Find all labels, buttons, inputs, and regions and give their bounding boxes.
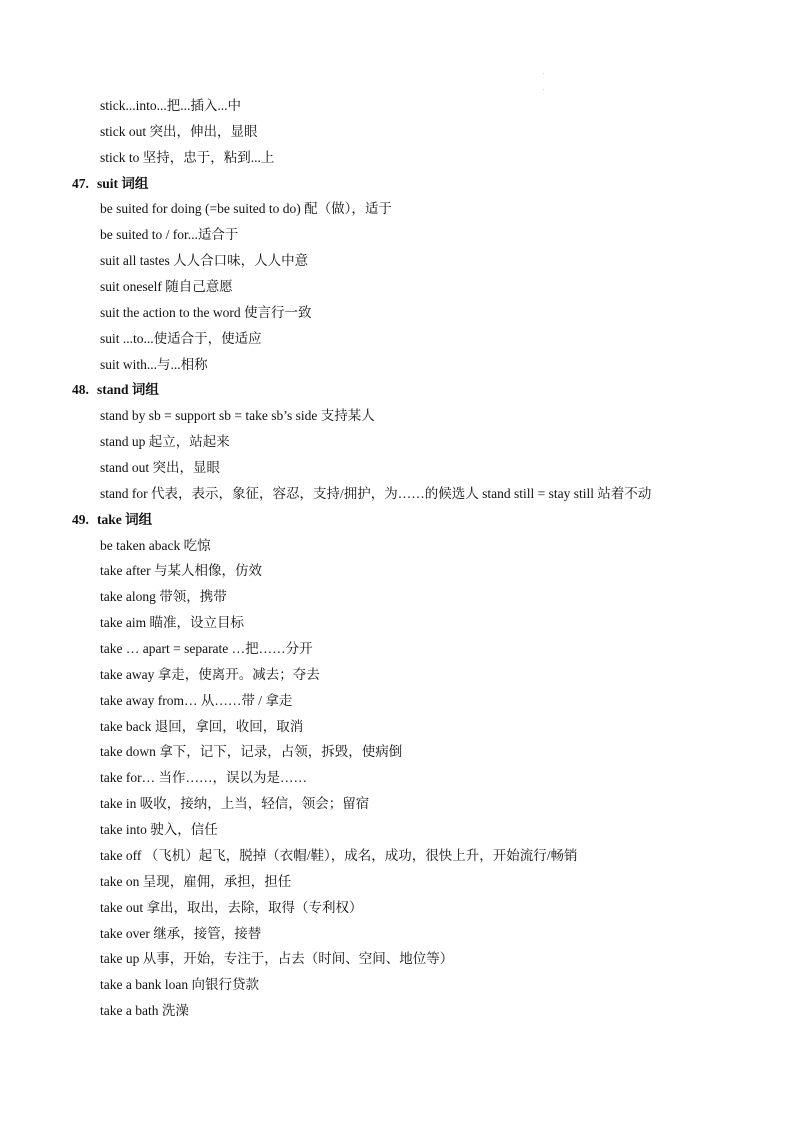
phrase-entry: take out 拿出，取出，去除，取得（专利权） (100, 899, 363, 915)
document-body (0, 93, 800, 1024)
section-title: take 词组 (97, 511, 153, 527)
phrase-entry: be taken aback 吃惊 (100, 537, 211, 553)
section-heading-stand (0, 377, 800, 403)
phrase-entry: take away from… 从……带 / 拿走 (100, 692, 293, 708)
phrase-entry: stick out 突出，伸出，显眼 (100, 123, 258, 139)
section-title: suit 词组 (97, 175, 149, 191)
phrase-entry: suit the action to the word 使言行一致 (100, 304, 312, 320)
phrase-entry: stick to 坚持，忠于，粘到...上 (100, 149, 275, 165)
phrase-entry: take in 吸收，接纳，上当，轻信，领会；留宿 (100, 796, 370, 812)
phrase-entry: stand by sb = support sb = take sb’s side 支持某人 (100, 408, 375, 424)
phrase-entry: take a bank loan 向银行贷款 (100, 977, 259, 993)
phrase-entry: take off （飞机）起飞，脱掉（衣帽/鞋），成名，成功，很快上升，开始流行/畅销 (100, 847, 578, 863)
corner-mark: . (543, 86, 545, 92)
phrase-entry: suit with...与...相称 (100, 356, 208, 372)
phrase-entry: take up 从事，开始，专注于，占去（时间、空间、地位等） (100, 951, 454, 967)
phrase-entry: take back 退回，拿回，收回，取消 (100, 718, 304, 734)
phrase-entry: take down 拿下，记下，记录，占领，拆毁，使病倒 (100, 744, 403, 760)
phrase-entry: stand up 起立，站起来 (100, 434, 230, 450)
phrase-entry: suit ...to...使适合于，使适应 (100, 330, 262, 346)
phrase-entry: take on 呈现，雇佣，承担，担任 (100, 873, 292, 889)
phrase-entry: stick...into...把...插入...中 (100, 98, 241, 113)
phrase-entry: stand out 突出，显眼 (100, 460, 220, 476)
section-number: 48. (72, 382, 89, 398)
phrase-entry: be suited to / for...适合于 (100, 227, 239, 243)
phrase-entry: stand for 代表，表示，象征，容忍，支持/拥护，为……的候选人 stand still = stay still 站着不动 (100, 485, 652, 501)
section-title: stand 词组 (97, 382, 159, 398)
section-number: 49. (72, 511, 89, 527)
phrase-entry: suit all tastes 人人合口味，人人中意 (100, 253, 309, 269)
phrase-entry: take a bath 洗澡 (100, 1003, 189, 1019)
phrase-entry: suit oneself 随自己意愿 (100, 279, 233, 295)
phrase-entry: take over 继承，接管，接替 (100, 925, 262, 941)
phrase-entry: take along 带领，携带 (100, 589, 227, 605)
section-heading-suit (0, 171, 800, 197)
phrase-entry: take away 拿走，使离开。减去；夺去 (100, 666, 320, 682)
corner-mark: . (543, 70, 545, 76)
phrase-entry: take after 与某人相像，仿效 (100, 563, 262, 579)
phrase-entry: take into 驶入，信任 (100, 822, 218, 838)
phrase-entry: take aim 瞄准，设立目标 (100, 615, 244, 631)
section-number: 47. (72, 175, 89, 191)
phrase-entry: take for… 当作……，误以为是…… (100, 770, 307, 786)
phrase-entry: be suited for doing (=be suited to do) 配（做），适于 (100, 201, 392, 217)
section-heading-take (0, 507, 800, 533)
phrase-entry: take … apart = separate …把……分开 (100, 641, 313, 657)
